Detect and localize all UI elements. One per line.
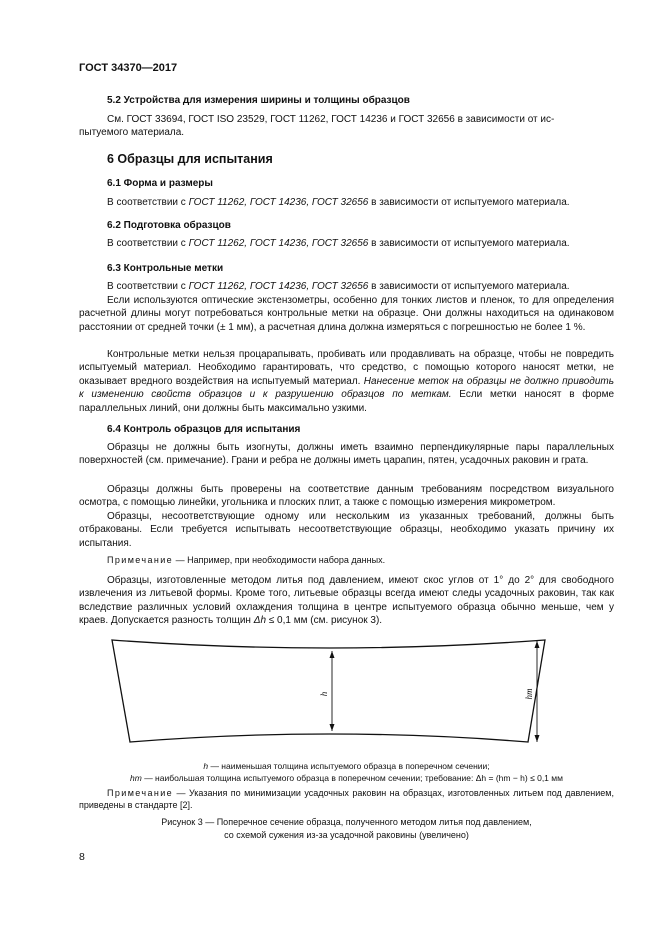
section-6-4-paragraph-3: Образцы, несоответствующие одному или нескольким из указанных требований, должны быть отбракованы. Если требуется испытывать несоответствующие образцы, необходимо указать причину их испытания. — [79, 511, 614, 549]
figure-caption-line-1: Рисунок 3 — Поперечное сечение образца, полученного методом литья под давлением, — [161, 817, 532, 827]
section-6-3-title: 6.3 Контрольные метки — [107, 263, 224, 274]
figure-note: Примечание — Указания по минимизации усадочных раковин на образцах, изготовленных литьем под давлением, приведены в стандарте [2]. — [79, 788, 614, 811]
section-6-4-paragraph-2: Образцы должны быть проверены на соответствие данным требованиям посредством визуального осмотра, с помощью линейки, угольника и плоских плит, а также с помощью измерения микрометром. — [79, 484, 614, 509]
document-header: ГОСТ 34370—2017 — [79, 62, 178, 74]
label-h: h — [319, 691, 329, 697]
section-6-4-title: 6.4 Контроль образцов для испытания — [107, 424, 301, 435]
label-hm: hm — [524, 688, 534, 700]
section-6-4-paragraph-4: Образцы, изготовленные методом литья под давлением, имеют скос углов от 1° до 2° для свободного извлечения из литьевой формы. Кроме того, литьевые образцы всегда имеют следы усадочных раковин, так как вследствие различных условий охлаждения толщина в центре испытуемого образца обычно меньше, чем у краев. Допускается разность толщин Δh ≤ 0,1 мм (см. рисунок 3). — [79, 575, 614, 627]
specimen-outline — [112, 640, 545, 742]
section-6-title: 6 Образцы для испытания — [107, 152, 273, 166]
section-5-2-title: 5.2 Устройства для измерения ширины и толщины образцов — [107, 95, 410, 106]
section-6-3-text: В соответствии с ГОСТ 11262, ГОСТ 14236, ГОСТ 32656 в зависимости от испытуемого материала. — [107, 281, 570, 292]
figure-caption-line-2: со схемой сужения из-за усадочной раковины (увеличено) — [224, 830, 469, 840]
section-6-4-note: Примечание — Например, при необходимости набора данных. — [107, 555, 386, 565]
section-6-1-title: 6.1 Форма и размеры — [107, 178, 213, 189]
section-5-2-line2: пытуемого материала. — [79, 127, 185, 138]
section-6-2-title: 6.2 Подготовка образцов — [107, 220, 231, 231]
figure-legend-1: h — наименьшая толщина испытуемого образца в поперечном сечении; — [203, 761, 490, 771]
section-5-2-line1: См. ГОСТ 33694, ГОСТ ISO 23529, ГОСТ 11262, ГОСТ 14236 и ГОСТ 32656 в зависимости от ис- — [107, 114, 555, 125]
section-6-3-paragraph-3: Контрольные метки нельзя процарапывать, пробивать или продавливать на образце, чтобы не повредить испытуемый материал. Необходимо гарантировать, что средство, с помощью которого наносят метки, не оказывает вредного воздействия на испытуемый материал. Нанесение меток на образцы не должно приводить к изменению свойств образцов и к разрушению образцов по меткам. Если метки наносят в форме параллельных линий, они должны быть максимально узкими. — [79, 349, 615, 414]
section-6-4-paragraph-1: Образцы не должны быть изогнуты, должны иметь взаимно перпендикулярные пары параллельных поверхностей (см. примечание). Грани и ребра не должны иметь царапин, пятен, усадочных раковин и грата. — [79, 442, 614, 467]
section-6-1-text: В соответствии с ГОСТ 11262, ГОСТ 14236, ГОСТ 32656 в зависимости от испытуемого материала. — [107, 197, 570, 208]
section-6-2-text: В соответствии с ГОСТ 11262, ГОСТ 14236, ГОСТ 32656 в зависимости от испытуемого материала. — [107, 238, 570, 249]
section-6-3-paragraph-2: Если используются оптические экстензометры, особенно для тонких листов и пленок, то для определения расчетной длины могут потребоваться контрольные метки на образце. Они должны находиться на одинаковом расстоянии от средней точки (± 1 мм), а расчетная длина должна измеряться с погрешностью не более 1 %. — [79, 295, 614, 333]
figure-3-cross-section — [110, 636, 550, 748]
page-number: 8 — [79, 851, 85, 863]
figure-legend-2: hm — наибольшая толщина испытуемого образца в поперечном сечении; требование: Δh = (hm − h) ≤ 0,1 мм — [130, 773, 563, 783]
